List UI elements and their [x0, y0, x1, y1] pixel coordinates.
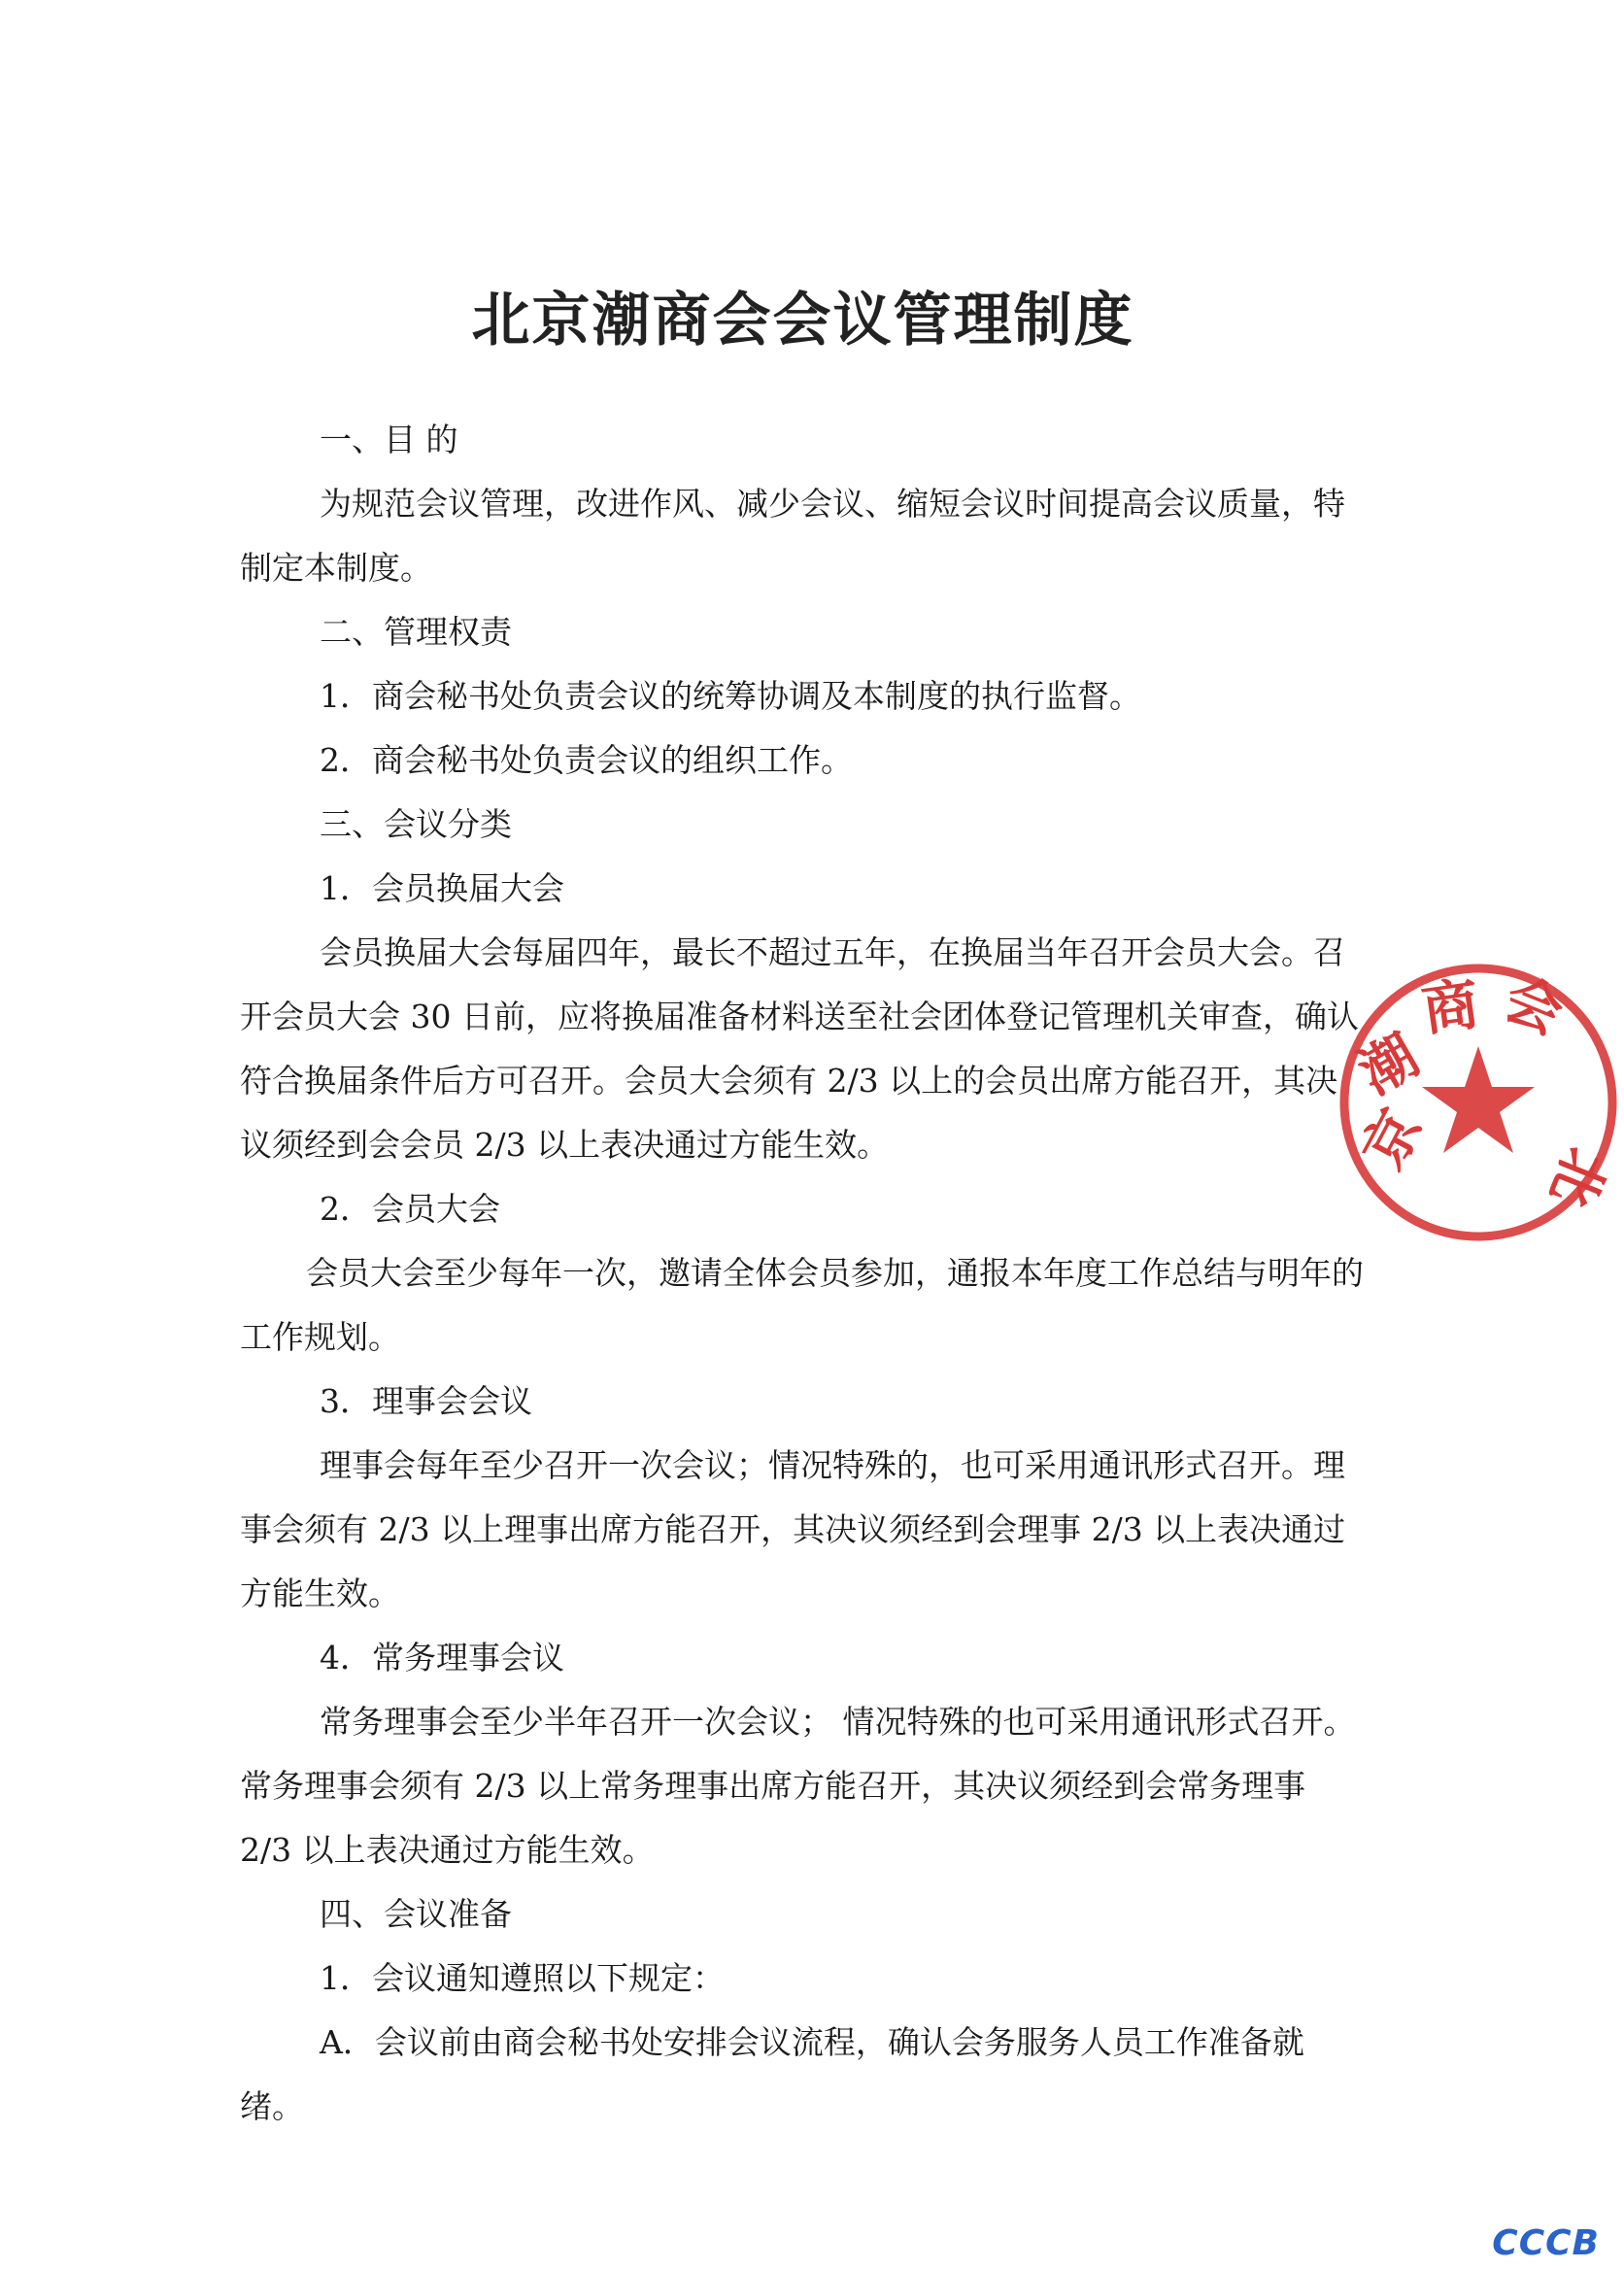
seal-char: 潮	[1347, 1021, 1430, 1107]
paragraph: 二、管理权责	[320, 613, 512, 651]
seal-char: 会	[1495, 965, 1573, 1048]
cccb-logo: CCCB	[1492, 2223, 1600, 2263]
paragraph: 2．会员大会	[320, 1190, 500, 1228]
paragraph: 理事会每年至少召开一次会议；情况特殊的，也可采用通讯形式召开。理事会须有 2/3 以上理事出席方能召开，其决议须经到会理事 2/3 以上表决通过方能生效。	[240, 1446, 1346, 1612]
seal-star-icon	[1422, 1046, 1535, 1153]
seal-char: 京	[1349, 1098, 1436, 1179]
document-title: 北京潮商会会议管理制度	[471, 287, 1134, 355]
seal-char: 商	[1417, 970, 1483, 1044]
paragraph: 三、会议分类	[320, 805, 512, 843]
paragraph: 1．商会秘书处负责会议的统筹协调及本制度的执行监督。	[320, 677, 1141, 715]
official-seal	[1333, 957, 1624, 1248]
document-body	[240, 408, 1367, 2139]
seal-char: 北	[1537, 1138, 1620, 1216]
paragraph: 1．会议通知遵照以下规定：	[320, 1959, 725, 1997]
paragraph: 常务理事会至少半年召开一次会议； 情况特殊的也可采用通讯形式召开。常务理事会须有 2/3 以上常务理事出席方能召开，其决议须经到会常务理事 2/3 以上表决通过方能生效。	[240, 1703, 1356, 1869]
paragraph: 3．理事会会议	[320, 1382, 532, 1420]
paragraph: 四、会议准备	[320, 1895, 512, 1933]
paragraph: 一、目 的	[320, 421, 458, 458]
paragraph: 2．商会秘书处负责会议的组织工作。	[320, 741, 853, 779]
paragraph: 1．会员换届大会	[320, 869, 564, 907]
paragraph: 会员大会至少每年一次，邀请全体会员参加，通报本年度工作总结与明年的工作规划。	[240, 1254, 1364, 1356]
paragraph: A．会议前由商会秘书处安排会议流程，确认会务服务人员工作准备就绪。	[240, 2023, 1304, 2125]
paragraph: 为规范会议管理，改进作风、减少会议、缩短会议时间提高会议质量，特制定本制度。	[240, 485, 1345, 587]
paragraph: 会员换届大会每届四年，最长不超过五年，在换届当年召开会员大会。召开会员大会 30 日前，应将换届准备材料送至社会团体登记管理机关审查，确认符合换届条件后方可召开。会员大会须有 2/3 以上的会员出席方能召开，其决议须经到会会员 2/3 以上表决通过方能生效。	[240, 933, 1359, 1164]
paragraph: 4．常务理事会议	[320, 1639, 564, 1676]
